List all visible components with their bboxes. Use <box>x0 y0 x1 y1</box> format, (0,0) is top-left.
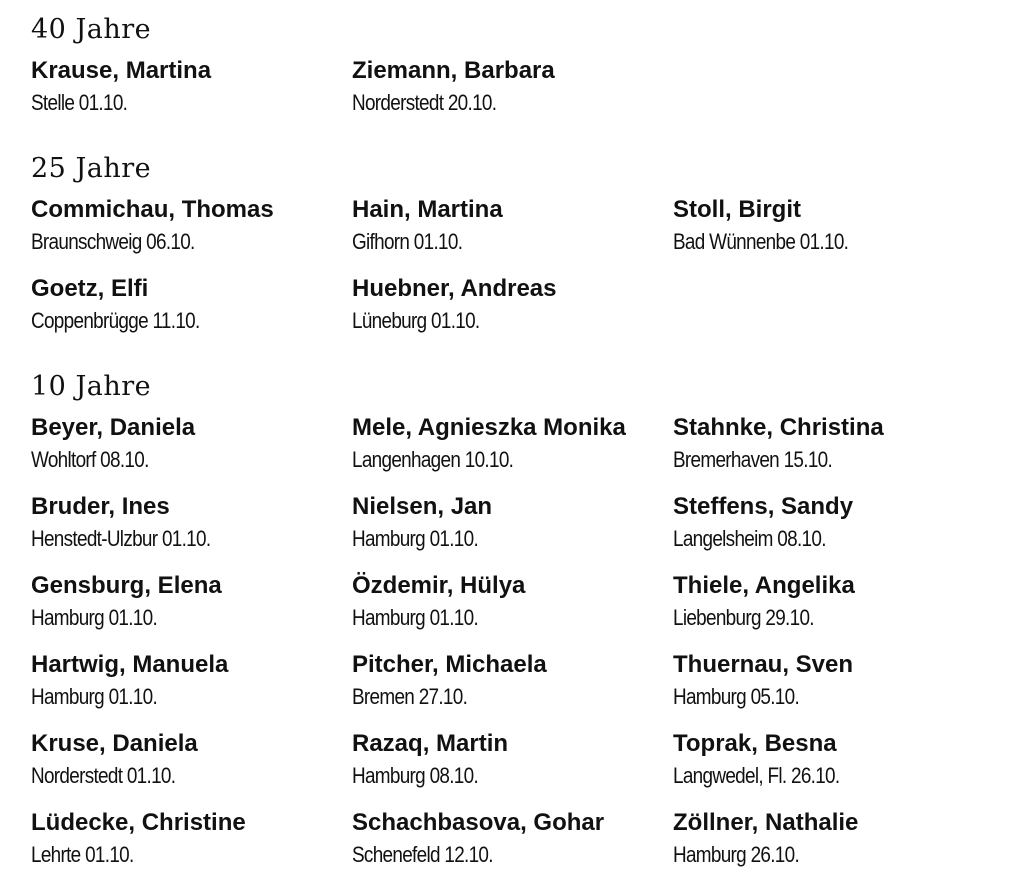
person-name: Huebner, Andreas <box>352 275 557 302</box>
person-name: Hartwig, Manuela <box>31 651 229 678</box>
person-detail: Bremerhaven 15.10. <box>673 447 833 472</box>
person-detail: Hamburg 08.10. <box>352 763 479 788</box>
section-title-10-jahre: 10 Jahre <box>31 371 152 402</box>
person-name: Commichau, Thomas <box>31 196 274 223</box>
person-name: Beyer, Daniela <box>31 414 196 441</box>
list-item <box>31 493 351 553</box>
list-item <box>31 651 351 711</box>
person-name: Gensburg, Elena <box>31 572 222 599</box>
list-item <box>31 275 351 335</box>
person-detail: Liebenburg 29.10. <box>673 605 814 630</box>
person-detail: Lüneburg 01.10. <box>352 308 480 333</box>
section-title-25-jahre: 25 Jahre <box>31 153 152 184</box>
person-name: Özdemir, Hülya <box>352 572 526 599</box>
person-name: Lüdecke, Christine <box>31 809 246 836</box>
person-name: Goetz, Elfi <box>31 275 149 302</box>
list-item <box>31 57 351 117</box>
person-detail: Lehrte 01.10. <box>31 842 134 867</box>
person-detail: Hamburg 05.10. <box>673 684 800 709</box>
list-item <box>352 809 672 869</box>
person-detail: Henstedt-Ulzbur 01.10. <box>31 526 211 551</box>
person-name: Bruder, Ines <box>31 493 170 520</box>
person-name: Steffens, Sandy <box>673 493 854 520</box>
person-name: Stoll, Birgit <box>673 196 801 223</box>
person-name: Stahnke, Christina <box>673 414 884 441</box>
list-item <box>673 414 993 474</box>
list-item <box>673 651 993 711</box>
person-detail: Norderstedt 20.10. <box>352 90 497 115</box>
person-detail: Norderstedt 01.10. <box>31 763 176 788</box>
list-item <box>31 809 351 869</box>
person-detail: Bremen 27.10. <box>352 684 468 709</box>
list-item <box>352 730 672 790</box>
list-item <box>352 414 672 474</box>
person-name: Ziemann, Barbara <box>352 57 555 84</box>
list-item <box>673 493 993 553</box>
person-detail: Wohltorf 08.10. <box>31 447 149 472</box>
person-name: Mele, Agnieszka Monika <box>352 414 626 441</box>
person-detail: Langelsheim 08.10. <box>673 526 826 551</box>
person-name: Hain, Martina <box>352 196 503 223</box>
person-detail: Coppenbrügge 11.10. <box>31 308 200 333</box>
list-item <box>673 196 993 256</box>
list-item <box>31 414 351 474</box>
list-item <box>673 809 993 869</box>
section-title-40-jahre: 40 Jahre <box>31 14 152 45</box>
person-name: Krause, Martina <box>31 57 212 84</box>
list-item <box>31 730 351 790</box>
list-item <box>352 196 672 256</box>
person-detail: Hamburg 01.10. <box>31 684 158 709</box>
person-name: Nielsen, Jan <box>352 493 493 520</box>
person-detail: Langwedel, Fl. 26.10. <box>673 763 840 788</box>
list-item <box>352 572 672 632</box>
list-item <box>352 651 672 711</box>
person-name: Thiele, Angelika <box>673 572 855 599</box>
person-name: Thuernau, Sven <box>673 651 854 678</box>
list-item <box>673 572 993 632</box>
person-detail: Bad Wünnenbe 01.10. <box>673 229 849 254</box>
person-detail: Stelle 01.10. <box>31 90 128 115</box>
person-detail: Schenefeld 12.10. <box>352 842 493 867</box>
person-detail: Gifhorn 01.10. <box>352 229 463 254</box>
person-name: Toprak, Besna <box>673 730 837 757</box>
list-item <box>352 57 672 117</box>
person-name: Pitcher, Michaela <box>352 651 547 678</box>
list-item <box>31 572 351 632</box>
person-detail: Hamburg 01.10. <box>31 605 158 630</box>
list-item <box>352 275 672 335</box>
person-detail: Hamburg 01.10. <box>352 526 479 551</box>
person-name: Schachbasova, Gohar <box>352 809 605 836</box>
person-detail: Langenhagen 10.10. <box>352 447 514 472</box>
list-item <box>673 730 993 790</box>
list-item <box>31 196 351 256</box>
person-name: Kruse, Daniela <box>31 730 198 757</box>
person-name: Razaq, Martin <box>352 730 509 757</box>
person-detail: Hamburg 26.10. <box>673 842 800 867</box>
person-name: Zöllner, Nathalie <box>673 809 859 836</box>
list-item <box>352 493 672 553</box>
person-detail: Hamburg 01.10. <box>352 605 479 630</box>
person-detail: Braunschweig 06.10. <box>31 229 195 254</box>
